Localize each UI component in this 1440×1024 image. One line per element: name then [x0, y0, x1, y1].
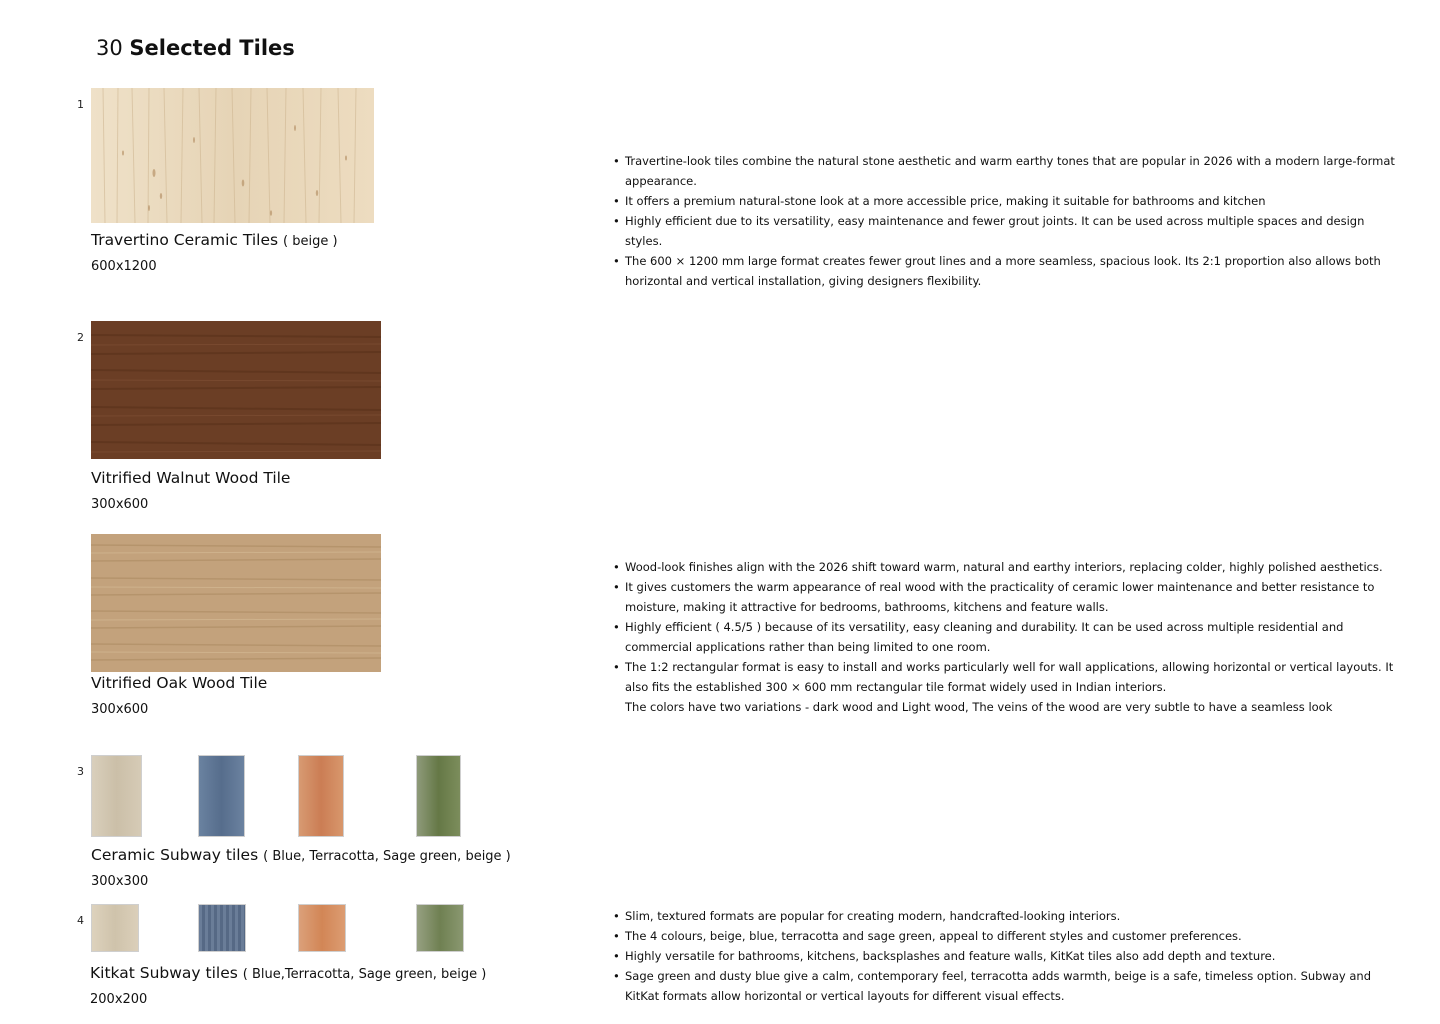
- description-bullet: • Highly versatile for bathrooms, kitchens, backsplashes and feature walls, KitKat tiles also add depth and texture.: [613, 946, 1403, 966]
- swatch-beige: [91, 904, 139, 952]
- description-bullet: • The 4 colours, beige, blue, terracotta and sage green, appeal to different styles and customer preferences.: [613, 926, 1403, 946]
- tile-variant: ( beige ): [283, 234, 338, 249]
- tile-size-ceramic-subway: 300x300: [91, 874, 149, 889]
- swatch-beige: [91, 755, 142, 837]
- page-title: [96, 36, 295, 60]
- swatch-terracotta: [298, 755, 344, 837]
- tile-size-oak: 300x600: [91, 702, 149, 717]
- tile-name-ceramic-subway: [91, 846, 511, 864]
- tile-name-walnut: Vitrified Walnut Wood Tile: [91, 469, 291, 487]
- tile-number-4: 4: [77, 914, 84, 927]
- swatch-blue: [198, 904, 246, 952]
- description-bullet: • Travertine-look tiles combine the natural stone aesthetic and warm earthy tones that are popular in 2026 with a modern large-format appearance.: [613, 151, 1403, 191]
- tile-number-2: 2: [77, 331, 84, 344]
- description-note: The colors have two variations - dark wood and Light wood, The veins of the wood are very subtle to have a seamless look: [625, 700, 1333, 714]
- tile-name-oak: Vitrified Oak Wood Tile: [91, 674, 268, 692]
- travertino-tile-image: [91, 88, 374, 223]
- page-title-label: Selected Tiles: [129, 36, 295, 60]
- tile-name-text: Travertino Ceramic Tiles: [91, 231, 279, 249]
- tile-variant: ( Blue,Terracotta, Sage green, beige ): [242, 967, 487, 982]
- swatch-sage-green: [416, 755, 461, 837]
- travertino-description: [613, 151, 1403, 291]
- tile-count: 30: [96, 36, 123, 60]
- tile-name-travertino: [91, 231, 338, 249]
- swatch-sage-green: [416, 904, 464, 952]
- tile-name-text: Kitkat Subway tiles: [90, 964, 238, 982]
- description-bullet: • The 1:2 rectangular format is easy to install and works particularly well for wall applications, allowing horizontal or vertical layouts. It also fits the established 300 × 600 mm rectangular tile format widely used in Indian interiors.: [613, 657, 1403, 697]
- walnut-tile-image: [91, 321, 381, 459]
- tile-size-kitkat-subway: 200x200: [90, 992, 148, 1007]
- tile-size-walnut: 300x600: [91, 497, 149, 512]
- description-bullet: • Highly efficient due to its versatility, easy maintenance and fewer grout joints. It can be used across multiple spaces and design styles.: [613, 211, 1403, 251]
- oak-tile-image: [91, 534, 381, 672]
- tile-variant: ( Blue, Terracotta, Sage green, beige ): [263, 849, 511, 864]
- description-bullet: • Slim, textured formats are popular for creating modern, handcrafted-looking interiors.: [613, 906, 1403, 926]
- swatch-terracotta: [298, 904, 346, 952]
- tile-number-1: 1: [77, 98, 84, 111]
- wood-description: [613, 557, 1403, 717]
- description-bullet: • It offers a premium natural-stone look at a more accessible price, making it suitable for bathrooms and kitchen: [613, 191, 1403, 211]
- description-bullet: • Wood-look finishes align with the 2026 shift toward warm, natural and earthy interiors, replacing colder, highly polished aesthetics.: [613, 557, 1403, 577]
- tile-name-kitkat-subway: [90, 964, 486, 982]
- description-bullet: • Sage green and dusty blue give a calm, contemporary feel, terracotta adds warmth, beige is a safe, timeless option. Subway and KitKat formats allow horizontal or vertical layouts for different visual effects.: [613, 966, 1403, 1006]
- tile-size-travertino: 600x1200: [91, 259, 157, 274]
- tile-number-3: 3: [77, 765, 84, 778]
- swatch-blue: [198, 755, 245, 837]
- subway-description: [613, 906, 1403, 1006]
- description-bullet: • Highly efficient ( 4.5/5 ) because of its versatility, easy cleaning and durability. It can be used across multiple residential and commercial applications rather than being limited to one room.: [613, 617, 1403, 657]
- description-bullet: • It gives customers the warm appearance of real wood with the practicality of ceramic lower maintenance and better resistance to moisture, making it attractive for bedrooms, bathrooms, kitchens and feature walls.: [613, 577, 1403, 617]
- description-bullet: • The 600 × 1200 mm large format creates fewer grout lines and a more seamless, spacious look. Its 2:1 proportion also allows both horizontal and vertical installation, giving designers flexibility.: [613, 251, 1403, 291]
- tile-name-text: Ceramic Subway tiles: [91, 846, 259, 864]
